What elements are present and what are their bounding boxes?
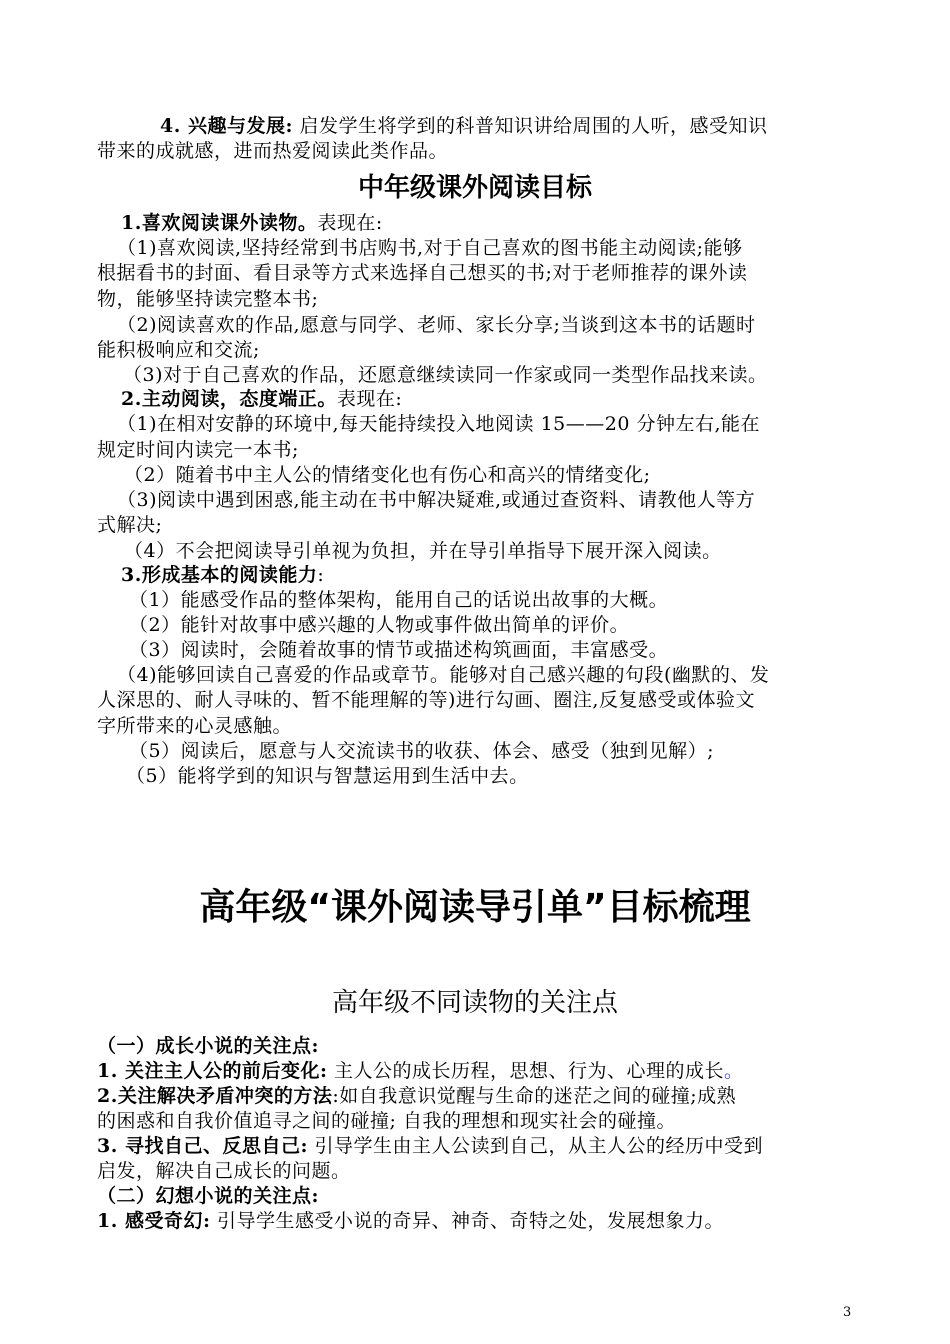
high-grade-subtitle: 高年级不同读物的关注点	[331, 988, 618, 1018]
s1-heading: （一）成长小说的关注点:	[97, 1035, 320, 1057]
g2-item1-line2: 规定时间内读完一本书;	[97, 439, 299, 461]
g2-heading-line	[121, 386, 402, 412]
g2-item4: （4）不会把阅读导引单视为负担，并在导引单指导下展开深入阅读。	[124, 540, 722, 562]
g3-item6: （5）能将学到的知识与智慧运用到生活中去。	[126, 765, 529, 787]
s1-point3-text: 引导学生由主人公读到自己，从主人公的经历中受到	[314, 1135, 764, 1157]
interest-line-2: 带来的成就感，进而热爱阅读此类作品。	[97, 140, 449, 162]
g3-item1: （1）能感受作品的整体架构，能用自己的话说出故事的大概。	[129, 589, 669, 611]
g1-item1-line3: 物，能够坚持读完整本书;	[97, 288, 319, 310]
g1-item1-line2: 根据看书的封面、看目录等方式来选择自己想买的书;对于老师推荐的课外读	[97, 262, 748, 284]
s1-point1-period: 。	[724, 1060, 744, 1082]
g3-heading-line	[121, 562, 324, 588]
g3-item4-line2: 人深思的、耐人寻味的、暂不能理解的等)进行勾画、圈注,反复感受或体验文	[97, 689, 755, 711]
interest-line-1	[160, 113, 768, 139]
high-grade-title: 高年级“课外阅读导引单”目标梳理	[199, 887, 751, 928]
g3-heading-tail: :	[317, 564, 325, 586]
g2-heading-tail: 表现在:	[336, 388, 403, 410]
g3-heading: 3.形成基本的阅读能力	[121, 564, 318, 586]
g3-item3: （3）阅读时，会随着故事的情节或描述构筑画面，丰富感受。	[129, 639, 669, 661]
s2-heading: （二）幻想小说的关注点:	[97, 1185, 320, 1207]
middle-grade-title: 中年级课外阅读目标	[357, 173, 592, 203]
g3-item4-line1: （4)能够回读自己喜爱的作品或章节。能够对自己感兴趣的句段(幽默的、发	[117, 664, 770, 686]
g1-item1-line1: （1)喜欢阅读,坚持经常到书店购书,对于自己喜欢的图书能主动阅读;能够	[117, 237, 743, 259]
g1-heading-tail: 表现在:	[317, 212, 383, 234]
s1-point3-line2: 启发，解决自己成长的问题。	[97, 1160, 351, 1182]
g1-item3: （3)对于自己喜欢的作品，还愿意继续读同一作家或同一类型作品找来读。	[123, 364, 768, 386]
g2-item3-line2: 式解决;	[97, 514, 163, 536]
s1-point2-line1	[97, 1083, 736, 1109]
g3-item4-line3: 字所带来的心灵感触。	[97, 715, 293, 737]
g1-heading: 1.喜欢阅读课外读物。	[121, 212, 318, 234]
s1-point2-text: :如自我意识觉醒与生命的迷茫之间的碰撞;成熟	[332, 1085, 737, 1107]
g2-heading: 2.主动阅读，态度端正。	[121, 388, 337, 410]
s1-point2-line2: 的困惑和自我价值追寻之间的碰撞; 自我的理想和现实社会的碰撞。	[97, 1110, 676, 1132]
interest-text-1: 启发学生将学到的科普知识讲给周围的人听，感受知识	[299, 115, 768, 137]
g2-item2: （2）随着书中主人公的情绪变化也有伤心和高兴的情绪变化;	[124, 464, 651, 486]
interest-heading: 4. 兴趣与发展:	[160, 115, 293, 137]
s1-point2-heading: 2.关注解决矛盾冲突的方法	[97, 1085, 333, 1107]
g2-item3-line1: （3)阅读中遇到困惑,能主动在书中解决疑难,或通过查资料、请教他人等方	[117, 489, 756, 511]
g2-item1-line1: （1)在相对安静的环境中,每天能持续投入地阅读 15——20 分钟左右,能在	[117, 413, 761, 435]
page-number: 3	[843, 1305, 852, 1320]
s2-point1-text: 引导学生感受小说的奇异、神奇、奇特之处，发展想象力。	[217, 1210, 725, 1232]
g3-item2: （2）能针对故事中感兴趣的人物或事件做出简单的评价。	[129, 614, 630, 636]
s2-point1-heading: 1. 感受奇幻:	[97, 1210, 211, 1232]
s1-point1-heading: 1. 关注主人公的前后变化:	[97, 1060, 328, 1082]
g1-item2-line1: （2)阅读喜欢的作品,愿意与同学、老师、家长分享;当谈到这本书的话题时	[117, 314, 756, 336]
s1-point3-line1	[97, 1133, 763, 1159]
g1-heading-line	[121, 210, 383, 236]
g3-item5: （5）阅读后，愿意与人交流读书的收获、体会、感受（独到见解）;	[129, 740, 714, 762]
s1-point3-heading: 3. 寻找自己、反思自己:	[97, 1135, 308, 1157]
s1-point1	[97, 1058, 744, 1084]
g1-item2-line2: 能积极响应和交流;	[97, 339, 260, 361]
s1-point1-text: 主人公的成长历程，思想、行为、心理的成长	[334, 1060, 725, 1082]
s2-point1	[97, 1208, 724, 1234]
